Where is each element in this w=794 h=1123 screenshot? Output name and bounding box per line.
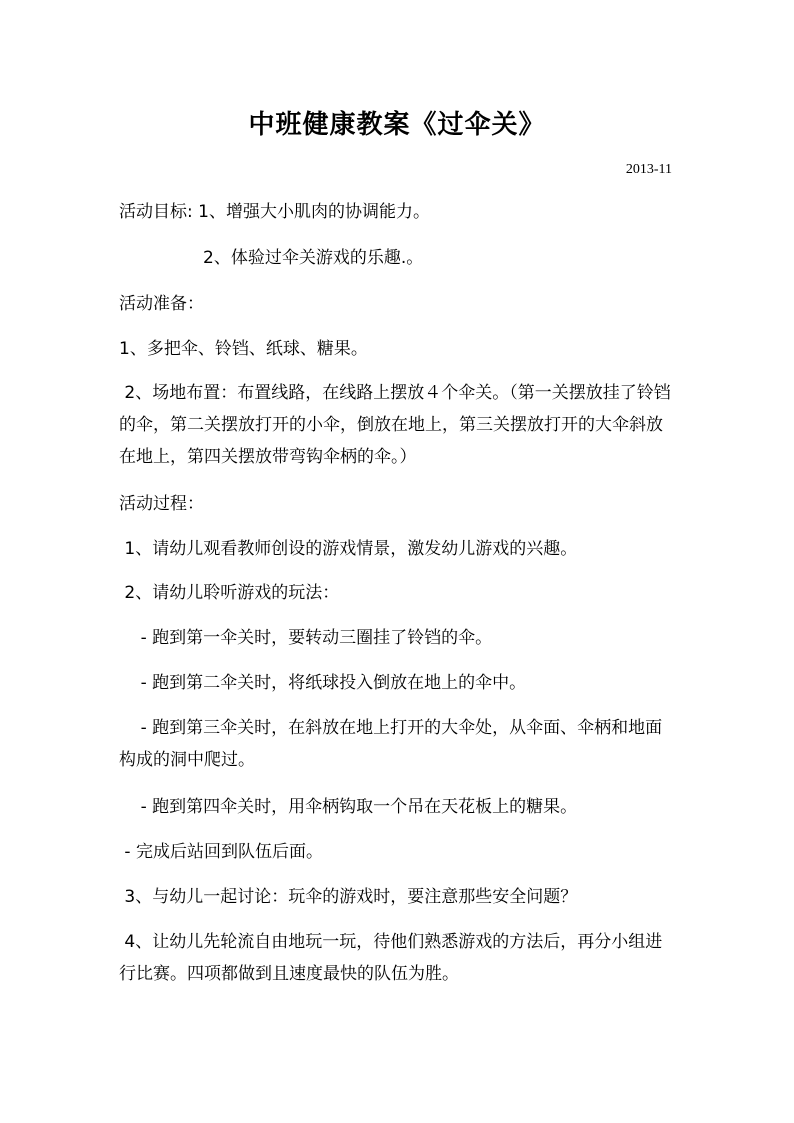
document-title: 中班健康教案《过伞关》 xyxy=(248,110,546,140)
process-item-3: 3、与幼儿一起讨论：玩伞的游戏时，要注意那些安全问题？ xyxy=(119,887,578,907)
preparation-heading: 活动准备： xyxy=(119,294,204,314)
goal-line-2: 2、体验过伞关游戏的乐趣.。 xyxy=(203,248,424,268)
goal-line-1: 活动目标: 1、增强大小肌肉的协调能力。 xyxy=(119,202,430,222)
process-item-2: 2、请幼儿聆听游戏的玩法： xyxy=(119,583,340,603)
rule-4: - 跑到第四伞关时，用伞柄钩取一个吊在天花板上的糖果。 xyxy=(119,797,578,817)
rule-5: - 完成后站回到队伍后面。 xyxy=(119,842,323,862)
rule-2: - 跑到第二伞关时，将纸球投入倒放在地上的伞中。 xyxy=(119,673,527,693)
process-item-4: 4、让幼儿先轮流自由地玩一玩，待他们熟悉游戏的方法后，再分小组进行比赛。四项都做到且速度最快的队伍为胜。 xyxy=(119,932,663,984)
process-heading: 活动过程： xyxy=(119,494,204,514)
document-date: 2013-11 xyxy=(625,162,672,177)
preparation-item-2: 2、场地布置：布置线路，在线路上摆放４个伞关。（第一关摆放挂了铃铛的伞，第二关摆放打开的小伞，倒放在地上，第三关摆放打开的大伞斜放在地上，第四关摆放带弯钩伞柄的伞。） xyxy=(119,383,671,467)
preparation-item-1: 1、多把伞、铃铛、纸球、糖果。 xyxy=(119,339,368,359)
process-item-1: 1、请幼儿观看教师创设的游戏情景，激发幼儿游戏的兴趣。 xyxy=(119,539,578,559)
rule-1: - 跑到第一伞关时，要转动三圈挂了铃铛的伞。 xyxy=(119,628,493,648)
rule-3: - 跑到第三伞关时，在斜放在地上打开的大伞处，从伞面、伞柄和地面构成的洞中爬过。 xyxy=(119,718,663,770)
